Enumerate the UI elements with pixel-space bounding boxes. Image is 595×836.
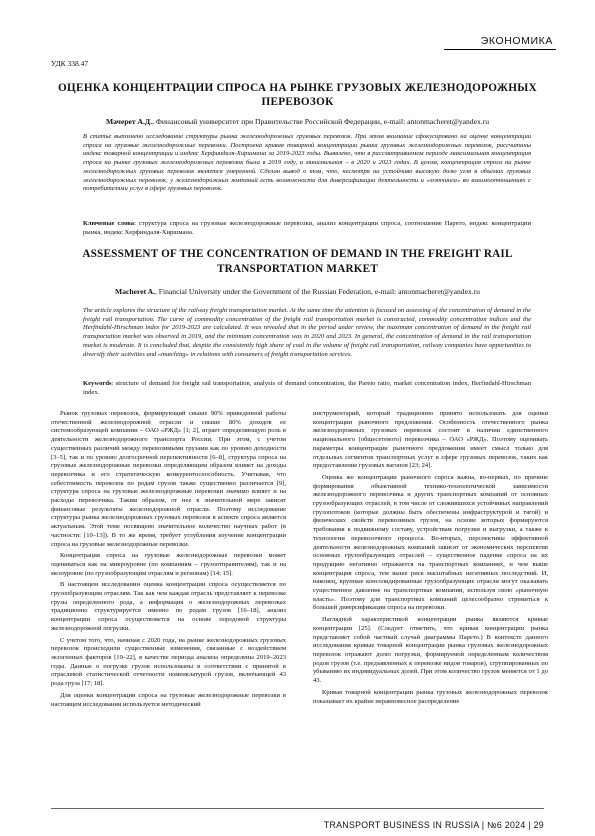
author-line-ru — [51, 117, 544, 126]
article-title-en: ASSESSMENT OF THE CONCENTRATION OF DEMAND IN THE FREIGHT RAIL TRANSPORTATION MARKET — [82, 248, 513, 275]
keywords-label-ru: Ключевые слова — [83, 220, 135, 227]
keywords-en — [83, 380, 531, 397]
paragraph: Концентрация спроса на грузовые железнодорожные перевозки может оцениваться как на микроуровне (по компаниям – грузоотправителям), так и на мезоуровне (по грузообразующим отраслям и регионам) [14; 15]. — [51, 552, 286, 577]
author-name-ru: Мачерет А.Д. — [106, 117, 153, 126]
keywords-text-ru: : структура спроса на грузовые железнодорожные перевозки, анализ концентрации спроса, соотношение Парето, индекс концентрации рынка, индекс Херфиндаля-Хиршмана. — [83, 220, 531, 236]
journal-footer: TRANSPORT BUSINESS IN RUSSIA | №6 2024 | 29 — [323, 820, 544, 830]
author-affiliation-en: , Financial University under the Government of the Russian Federation, e-mail: antonmacheret@yandex.ru — [154, 287, 480, 296]
author-line-en — [51, 287, 544, 296]
keywords-text-en: : structure of demand for freight rail transportation, analysis of demand concentration, the Pareto ratio, market concentration index, Herfindahl-Hirschman index. — [83, 380, 531, 396]
paragraph: Для оценки концентрации спроса на грузовые железнодорожные перевозки в настоящем исследовании используется методический — [51, 691, 286, 708]
udk-code: УДК 338.47 — [51, 59, 89, 68]
body-column-right — [313, 410, 548, 709]
paragraph: В настоящем исследовании оценка концентрации спроса осуществляется по грузообразующим отраслям. Так как чем каждая отрасль представляет к перевозке грузы определенного рода, а информация о железнодорожных перевозках традиционно структурируется именно по родам грузов [16–18], анализ концентрации спроса осуществляется на основе породовой структуры железнодорожной погрузки. — [51, 581, 286, 632]
body-column-left — [51, 410, 286, 712]
author-name-en: Macheret A. — [115, 287, 155, 296]
footer-rule — [51, 808, 544, 809]
paragraph: инструментарий, который традиционно принято использовать для оценки концентрации рыночного предложения. Особенность отечественного рынка железнодорожных грузовых перевозок состоит в наличии единственного национального (общесетевого) перевозчика – ОАО «РЖД». Поэтому оценивать параметры концентрации рыночного предложения имеет смысл только для отдельных сегментов транспортных услуг в сфере грузовых перевозок, таких как предоставление грузовых вагонов [23; 24]. — [313, 410, 548, 470]
abstract-en: The article explores the structure of the railway freight transportation market. At the same time the attention is focused on assessing of the concentration of demand in the freight rail transportation. The curve of commodity concentration of the freight rail transportation market is constructed, commodity concentration indices and the Herfindahl-Hirschman index for 2019-2023 are calculated. It was revealed that in the period under review, the maximum concentration of demand in the freight rail transportation market was observed in 2019, and the minimum concentration was in 2020 and 2023. In general, the concentration of demand in the rail transportation market is moderate. It is concluded that, despite the consistently high share of coal in the volume of freight rail transportation, railway companies have opportunities to diversify their activities and «matching» in relations with consumers of freight transportation services. — [83, 307, 531, 358]
paragraph: Рынок грузовых перевозок, формирующий свыше 90% приведенной работы отечественной железнодорожной отрасли и свыше 80% доходов ее системообразующей компании – ОАО «РЖД» [1; 2], играет определяющую роль в деятельности железнодорожного транспорта России. При этом, с учетом существенных различий между перевозимыми грузами как по уровню доходности [3–5], так и по уровню долгосрочной перспективности [6–8], структура спроса на грузовые железнодорожные перевозки определяющим образом влияет на доходы перевозчика и его стратегическую конкурентоспособность. Учитывая, что себестоимость перевозок по родам грузов также существенно различается [9], структура спроса на грузовые железнодорожные перевозки значимо влияет и на расходы перевозчика. Таким образом, от нее в значительной мере зависят финансовые результаты железнодорожной отрасли. Поэтому исследование структуры рынка железнодорожных грузовых перевозок в аспекте спроса является актуальным. Этой теме посвящено значительное количество научных работ (в частности: [10–13]). В то же время, требует углубления изучение концентрации спроса на грузовые железнодорожные перевозки. — [51, 410, 286, 548]
article-title-ru: ОЦЕНКА КОНЦЕНТРАЦИИ СПРОСА НА РЫНКЕ ГРУЗОВЫХ ЖЕЛЕЗНОДОРОЖНЫХ ПЕРЕВОЗОК — [58, 82, 537, 108]
keywords-ru — [83, 220, 531, 237]
author-affiliation-ru: , Финансовый университет при Правительстве Российской Федерации, e-mail: antonmacheret@yandex.ru — [152, 117, 489, 126]
section-header: ЭКОНОМИКА — [480, 35, 553, 47]
abstract-ru: В статье выполнено исследование структуры рынка железнодорожных грузовых перевозок. При этом внимание сфокусировано на оценке концентрации спроса на грузовые железнодорожные перевозки. Построена кривая товарной концентрации рынка грузовых железнодорожных перевозок, рассчитаны индекс товарной концентрации и индекс Херфиндаля-Хиршмана за 2019-2023 годы. Выявлено, что в рассматриваемом периоде максимальная концентрация спроса на рынке грузовых железнодорожных перевозок была в 2019 году, а минимальная – в 2020 и 2023 годах. В целом, концентрация спроса на рынке железнодорожных грузовых перевозок является умеренной. Сделан вывод о том, что, несмотря на устойчиво высокую долю угля в объемах грузовых железнодорожных перевозок, у железнодорожных компаний есть возможности для диверсификации деятельности и «мэтчинга» во взаимоотношениях с потребителями услуг в сфере грузовых перевозок. — [83, 133, 531, 193]
paragraph: С учетом того, что, начиная с 2020 года, на рынке железнодорожных грузовых перевозок происходили существенные изменения, связанные с воздействием экзогенных факторов [19–22], в качестве периода анализа определены 2019–2023 годы. Данные о погрузке грузов использованы в соответствии с принятой в отраслевой статистической отчетности номенклатурой грузов, включающей 43 рода груза [17; 18]. — [51, 636, 286, 688]
paragraph: Кривая товарной концентрации рынка грузовых железнодорожных перевозок показывает их крайне неравновесное распределение — [313, 688, 548, 705]
paragraph: Оценка же концентрации рыночного спроса важна, во-первых, по причине формирования объективной технико-технологической зависимости железнодорожного перевозчика и других транспортных компаний от основных грузообразующих отраслей, в том числе от сложившихся устойчивых направлений грузопотоков (которые должны быть обеспечены инфраструктурой и тягой) и физических свойств перевозимых грузов, на основе которых формируются требования к подвижному составу, устройствам погрузки и выгрузки, а также к технологии перевозочного процесса. Во-вторых, перспективы эффективной деятельности железнодорожных компаний зависят от экономических перспектив основных грузообразующих отраслей – существенное падение спроса на их продукцию негативно отражается на транспортных компаниях, и чем выше концентрация спроса, тем выше риск масштабных негативных последствий. И, наконец, крупные консолидированные грузообразующие отрасли могут оказывать существенное давление на транспортные компании, используя свою «рыночную власть». Поэтому для транспортных компаний целесообразно стремиться к большей диверсификации спроса на перевозки. — [313, 473, 548, 612]
keywords-label-en: Keywords — [83, 380, 112, 387]
paragraph: Наглядной характеристикой концентрации рынка являются кривые концентрации [25]. (Следует отметить, что кривая концентрации рынка представляет собой частный случай диаграммы Парето.) В контексте данного исследования кривые товарной концентрации рынка грузовых железнодорожных перевозок отражают долю погрузки, формируемой определенным количеством родов грузов (т.е. предъявленных к перевозке видов товаров), сгруппированных по убыванию их индивидуальных долей. При этом количество грузов меняется от 1 до 43. — [313, 616, 548, 685]
